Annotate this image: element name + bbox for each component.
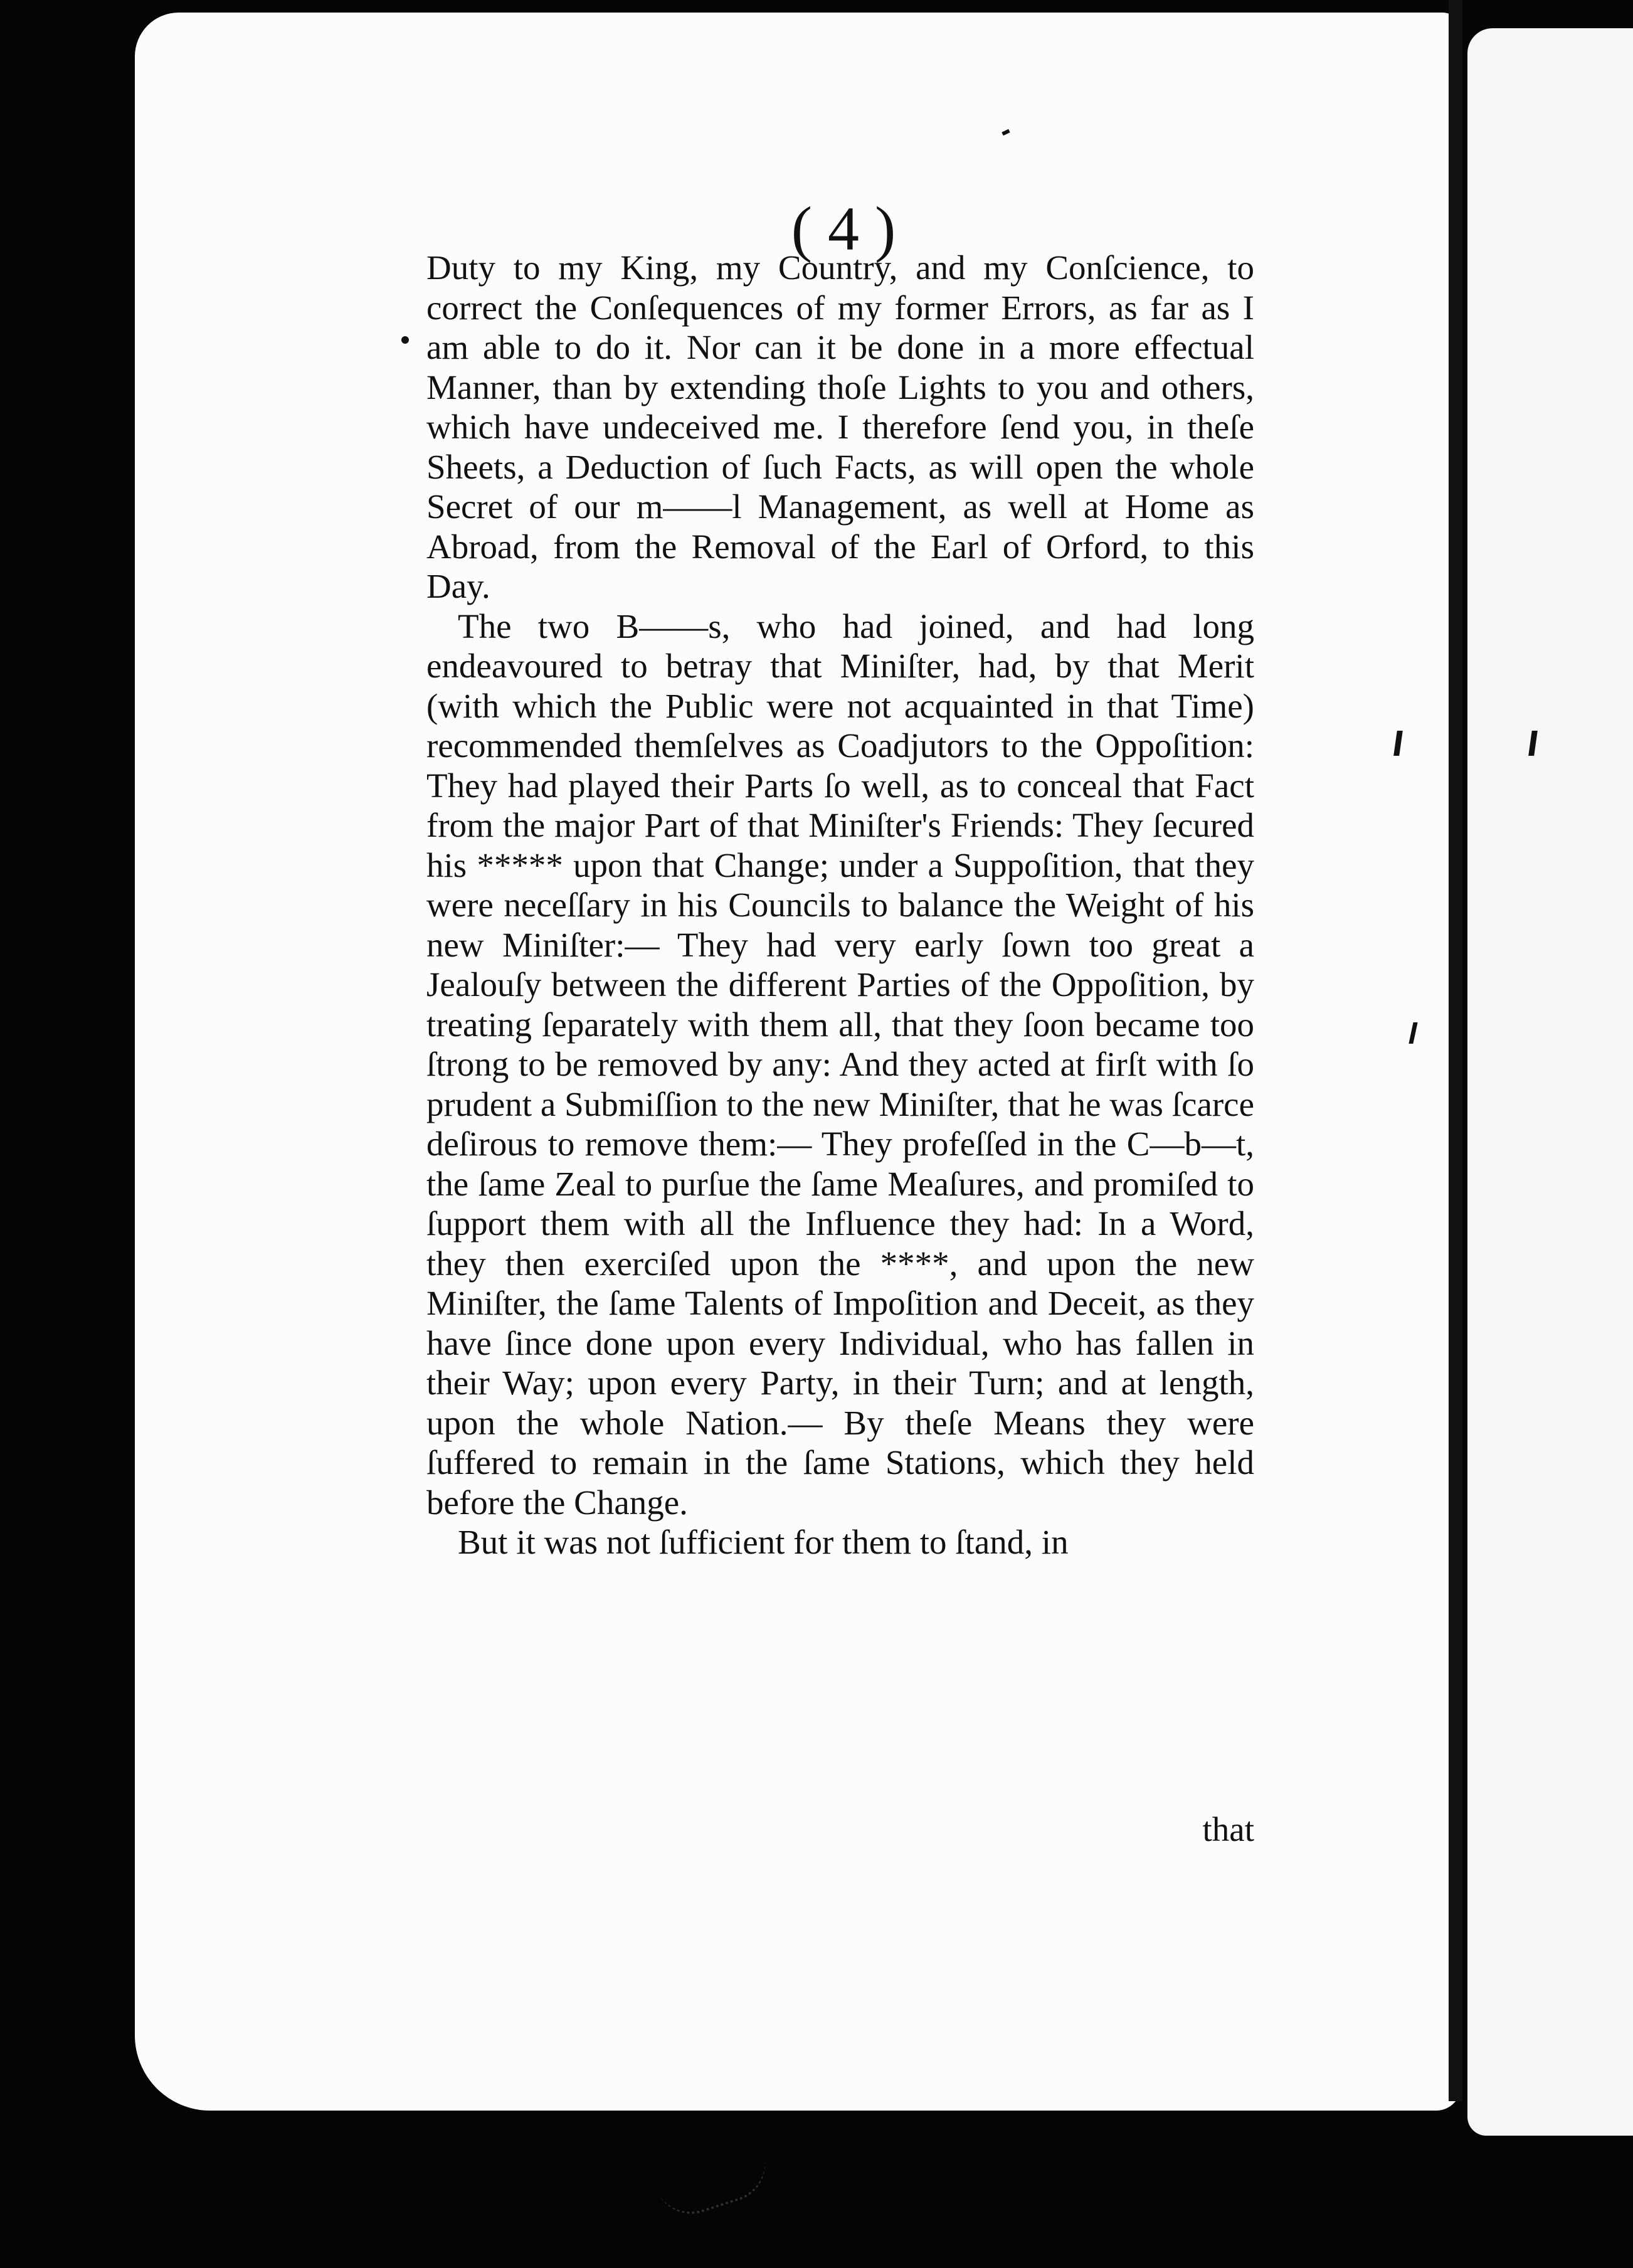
body-text — [426, 248, 1254, 1562]
catchword: that — [1202, 1810, 1254, 1848]
paper-stain — [655, 2151, 775, 2223]
facing-page — [1467, 28, 1633, 2136]
ink-mark — [401, 336, 409, 344]
paragraph-3: But it was not ſufficient for them to ſtand, in — [458, 1523, 1069, 1561]
paragraph-1: Duty to my King, my Country, and my Conſcience, to correct the Conſequences of my former Errors, as far as I am able to do it. Nor can it be done in a more effectual Manner, than by extending thoſe Lights to you and others, which have undeceived me. I therefore ſend you, in theſe Sheets, a Deduction of ſuch Facts, as will open the whole Secret of our m——l Management, as well at Home as Abroad, from the Removal of the Earl of Orford, to this Day. — [426, 248, 1254, 605]
paragraph-2: The two B——s, who had joined, and had long endeavoured to betray that Miniſter, had, by that Merit (with which the Public were not acquainted in that Time) recommended themſelves as Coadjutors to the Oppoſition: They had played their Parts ſo well, as to conceal that Fact from the major Part of that Miniſter's Friends: They ſecured his ***** upon that Change; under a Suppoſition, that they were neceſſary in his Councils to balance the Weight of his new Miniſter:— They had very early ſown too great a Jealouſy between the different Parties of the Oppoſition, by treating ſeparately with them all, that they ſoon became too ſtrong to be removed by any: And they acted at firſt with ſo prudent a Submiſſion to the new Miniſter, that he was ſcarce deſirous to remove them:— They profeſſed in the C—b—t, the ſame Zeal to purſue the ſame Meaſures, and promiſed to ſupport them with all the Influence they had: In a Word, they then exerciſed upon the ****, and upon the new Miniſter, the ſame Talents of Impoſition and Deceit, as they have ſince done upon every Individual, who has fallen in their Way; upon every Party, in their Turn; and at length, upon the whole Nation.— By theſe Means they were ſuffered to remain in the ſame Stations, which they held before the Change. — [426, 607, 1254, 1522]
page-number: ( 4 ) — [791, 194, 896, 263]
page-gutter — [1449, 0, 1462, 2101]
